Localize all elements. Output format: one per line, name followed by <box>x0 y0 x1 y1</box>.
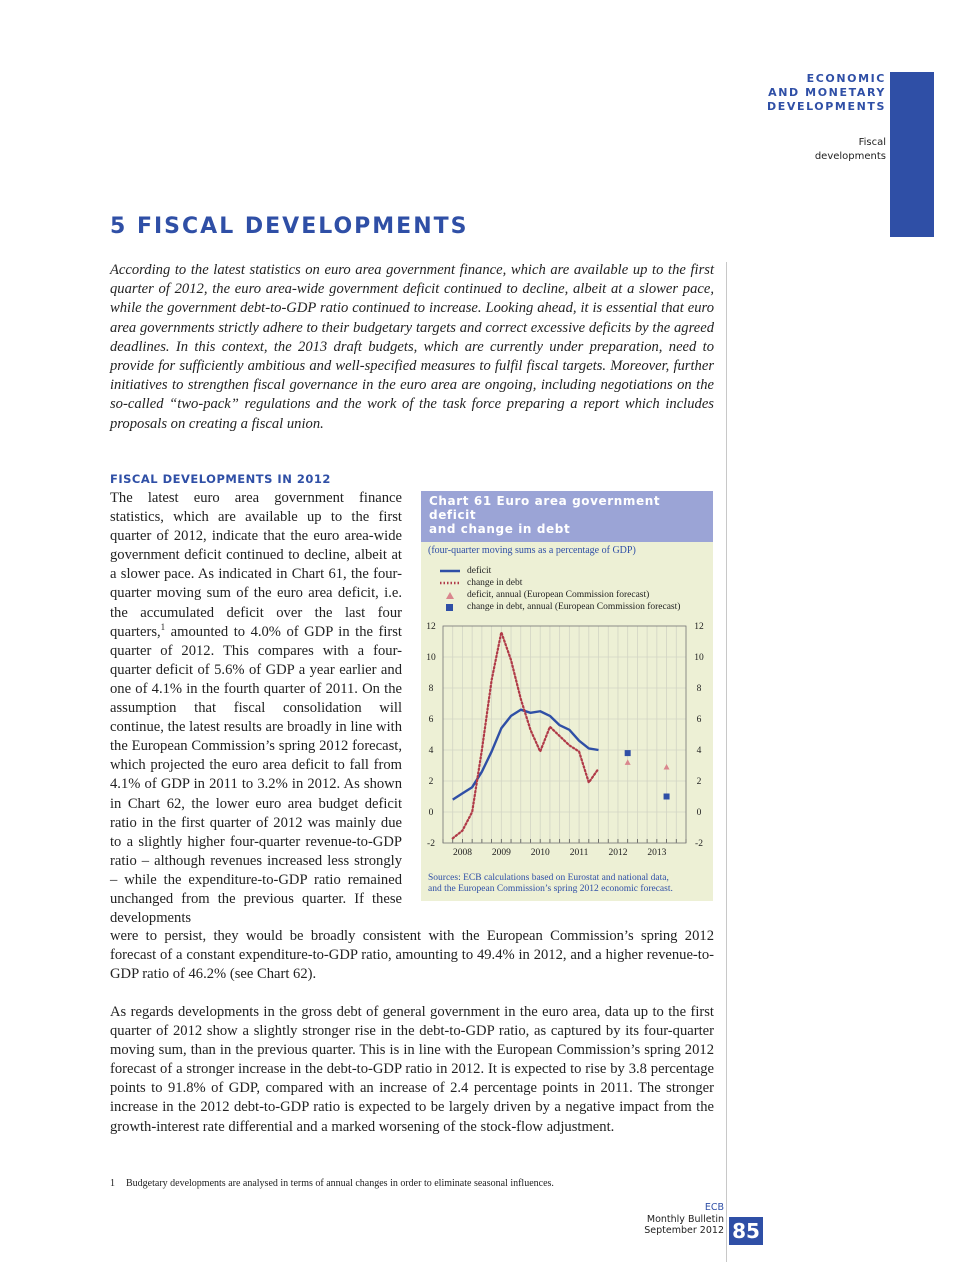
y-tick-label-right: 8 <box>696 684 702 694</box>
y-tick-label-left: 6 <box>428 715 434 725</box>
body-paragraph-2: As regards developments in the gross debt of general government in the euro area, data up to the first quarter of 2012 show a slightly stronger rise in the debt-to-GDP ratio, as captured by its four-quarter moving sum, than in the previous quarter. This is in line with the European Commission’s spring 2012 forecast of a stronger increase in the debt-to-GDP ratio in 2012. It is expected to rise by 3.8 percentage points to 91.8% of GDP, compared with an increase of 2.4 percentage points in 2011. The stronger increase in the 2012 debt-to-GDP ratio is expected to be largely driven by a negative impact from the growth-interest rate differential and a marked worsening of the stock-flow adjustment. <box>110 1004 714 1135</box>
footnote <box>110 1178 710 1189</box>
y-tick-label-right: 4 <box>696 746 702 756</box>
y-tick-label-left: 8 <box>428 684 434 694</box>
section-header-line: AND MONETARY <box>768 86 886 99</box>
x-tick-label: 2013 <box>647 848 667 858</box>
y-tick-label-right: 12 <box>694 622 704 632</box>
column-divider <box>726 262 727 1262</box>
footer-line: ECB <box>704 1202 724 1213</box>
legend-label: change in debt <box>467 578 523 588</box>
debt-forecast-marker <box>664 794 670 800</box>
legend-label: deficit, annual (European Commission forecast) <box>467 590 650 600</box>
y-tick-label-left: 12 <box>426 622 436 632</box>
y-tick-label-right: 0 <box>696 808 702 818</box>
chapter-title: 5 FISCAL DEVELOPMENTS <box>110 214 469 239</box>
footer-line: Monthly Bulletin <box>646 1213 724 1225</box>
footer-line: September 2012 <box>644 1225 724 1236</box>
x-tick-label: 2008 <box>452 848 472 858</box>
debt-forecast-marker <box>625 750 631 756</box>
page-number: 85 <box>729 1217 763 1245</box>
chart-title-line: and change in debt <box>429 522 571 536</box>
chart-61 <box>421 491 713 901</box>
subsection-header <box>815 136 886 164</box>
x-tick-label: 2012 <box>608 848 628 858</box>
y-tick-label-left: 2 <box>428 777 434 787</box>
deficit-forecast-marker <box>664 764 670 770</box>
x-tick-label: 2010 <box>530 848 550 858</box>
y-tick-label-left: -2 <box>427 839 435 849</box>
x-tick-label: 2011 <box>569 848 589 858</box>
y-tick-label-right: 10 <box>694 653 704 663</box>
plot-frame <box>443 626 686 843</box>
series-change-in-debt-line <box>453 632 599 838</box>
page-footer <box>644 1202 724 1237</box>
body-text: amounted to 4.0% of GDP in the first quarter of 2012. This compares with a four-quarter deficit of 5.6% of GDP a year earlier and one of 4.1% in the fourth quarter of 2011. On the assumption that fiscal consolidation will continue, the latest results are broadly in line with the European Commission’s spring 2012 forecast, which projected the euro area deficit to fall from 4.1% of GDP in 2011 to 3.2% in 2012. As shown in Chart 62, the lower euro area budget deficit ratio in the first quarter of 2012 was mainly due to a slightly higher four-quarter revenue-to-GDP ratio – although revenues increased less strongly – while the expenditure-to-GDP ratio remained unchanged from the previous quarter. If these developments <box>110 623 402 927</box>
x-tick-label: 2009 <box>491 848 511 858</box>
subsection-header-line: developments <box>814 151 886 162</box>
chart-plot <box>421 491 713 873</box>
legend-label: deficit <box>467 566 492 576</box>
body-text: The latest euro area government finance statistics, which are available up to the first quarter of 2012, indicate that the euro area-wide government deficit continued to decline, albeit at a slower pace. As indicated in Chart 61, the four-quarter moving sum of the euro area deficit, i.e. the accumulated deficit over the last four quarters, <box>110 490 402 640</box>
subsection-header-line: Fiscal <box>858 137 886 148</box>
footnote-number: 1 <box>110 1178 115 1189</box>
y-tick-label-left: 0 <box>428 808 434 818</box>
chart-title-line: Chart 61 Euro area government deficit <box>429 494 661 522</box>
chart-source-line: and the European Commission’s spring 2012 economic forecast. <box>428 884 673 894</box>
body-paragraph-1-continued: were to persist, they would be broadly consistent with the European Commission’s spring 2012 forecast of a constant expenditure-to-GDP ratio, amounting to 49.4% in 2012, and a higher revenue-to-GDP ratio of 46.2% (see Chart 62). <box>110 928 714 983</box>
body-paragraph-1 <box>110 489 402 928</box>
deficit-forecast-marker <box>625 759 631 765</box>
section-header-line: ECONOMIC <box>806 72 886 85</box>
chart-subtitle: (four-quarter moving sums as a percentage of GDP) <box>428 545 636 556</box>
series-deficit-line <box>453 710 599 800</box>
intro-paragraph: According to the latest statistics on euro area government finance, which are available up to the first quarter of 2012, the euro area-wide government deficit continued to decline, albeit at a slower pace, while the government debt-to-GDP ratio continued to increase. Looking ahead, it is essential that euro area governments strictly adhere to their budgetary targets and correct excessive deficits by the agreed deadlines. In this context, the 2013 draft budgets, which are currently under preparation, need to provide for sufficiently ambitious and well-specified measures to fulfil fiscal targets. Moreover, further initiatives to strengthen fiscal governance in the euro area are ongoing, including negotiations on the so-called “two-pack” regulations and the work of the task force preparing a report which includes proposals on creating a fiscal union. <box>110 262 714 432</box>
y-tick-label-right: -2 <box>695 839 703 849</box>
section-header-line: DEVELOPMENTS <box>767 100 886 113</box>
y-tick-label-left: 10 <box>426 653 436 663</box>
footnote-text: Budgetary developments are analysed in terms of annual changes in order to eliminate seasonal influences. <box>126 1178 554 1189</box>
chart-source <box>428 873 710 895</box>
section-header <box>767 72 886 114</box>
y-tick-label-right: 2 <box>696 777 702 787</box>
chart-source-line: Sources: ECB calculations based on Eurostat and national data, <box>428 873 669 883</box>
y-tick-label-left: 4 <box>428 746 434 756</box>
footnote-ref[interactable]: 1 <box>160 621 166 632</box>
y-tick-label-right: 6 <box>696 715 702 725</box>
legend-label: change in debt, annual (European Commission forecast) <box>467 602 681 612</box>
section-tab <box>890 72 934 237</box>
sub-heading: FISCAL DEVELOPMENTS IN 2012 <box>110 472 331 486</box>
